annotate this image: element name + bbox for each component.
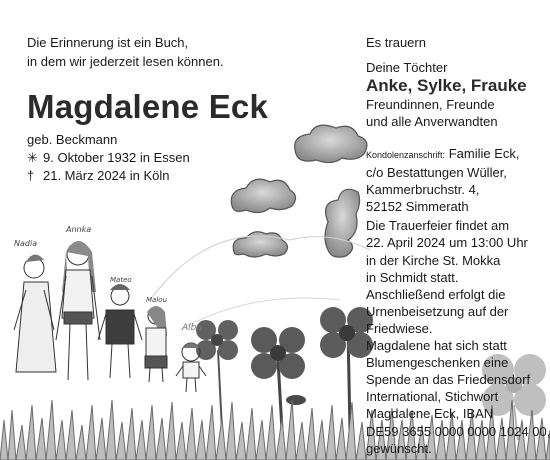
funeral-line: in der Kirche St. Mokka — [366, 252, 501, 268]
funeral-line: Blumengeschenken eine — [366, 355, 509, 371]
quote-line: in dem wir jederzeit lesen können. — [27, 53, 224, 69]
friends-line: Freundinnen, Freunde — [366, 97, 495, 112]
cloud-drawing — [325, 189, 360, 257]
birth-star-icon: ✳ — [27, 150, 38, 165]
life-dates — [27, 131, 190, 185]
condolence-label: Kondolenzanschrift: — [366, 150, 446, 160]
funeral-line: Spende an das Friedensdorf — [366, 372, 531, 388]
condolence-address-3: Kammerbruchstr. 4, — [366, 182, 480, 198]
birth-date: 9. Oktober 1932 in Essen — [43, 150, 190, 165]
funeral-info — [366, 145, 550, 457]
funeral-line: Magdalene hat sich statt — [366, 338, 507, 354]
condolence-address-2: c/o Bestattungen Wüller, — [366, 165, 507, 181]
funeral-line: Friedwiese. — [366, 320, 433, 336]
mourners-intro: Es trauern — [366, 35, 426, 50]
funeral-line: Anschließend erfolgt die — [366, 286, 506, 302]
condolence-line — [366, 145, 550, 164]
drawing-label: Mateo — [110, 276, 132, 284]
funeral-line: DE59 3655 0000 0000 1024 00, — [366, 423, 550, 439]
person-drawing-mateo — [98, 284, 142, 378]
daughters-names: Anke, Sylke, Frauke — [366, 76, 527, 95]
funeral-line: in Schmidt statt. — [366, 269, 459, 285]
mourners-block — [366, 34, 546, 130]
drawing-label: Annka — [66, 225, 92, 234]
memorial-quote — [27, 34, 224, 71]
maiden-name: geb. Beckmann — [27, 132, 118, 147]
funeral-line: International, Stichwort — [366, 389, 499, 405]
person-drawing-nadia — [14, 254, 56, 372]
quote-line: Die Erinnerung ist ein Buch, — [27, 35, 189, 50]
condolence-address-4: 52152 Simmerath — [366, 199, 469, 215]
deceased-name: Magdalene Eck — [27, 88, 269, 125]
birth-line — [27, 149, 190, 167]
funeral-line: Urnenbeisetzung auf der — [366, 303, 509, 319]
cloud-drawing — [295, 125, 367, 162]
person-drawing-malou — [145, 306, 167, 382]
death-line — [27, 167, 190, 185]
relatives-line: und alle Anverwandten — [366, 114, 498, 129]
flower-drawing — [251, 327, 306, 430]
drawing-label: Albo — [182, 323, 202, 333]
drawing-label: Malou — [146, 296, 167, 304]
funeral-line: gewünscht. — [366, 440, 432, 456]
funeral-line: Magdalene Eck, IBAN — [366, 406, 494, 422]
funeral-line: 22. April 2024 um 13:00 Uhr — [366, 235, 528, 251]
daughters-label: Deine Töchter — [366, 60, 448, 75]
cloud-drawing — [231, 179, 295, 212]
death-cross-icon: † — [27, 168, 35, 183]
drawing-label: Nadia — [14, 239, 38, 248]
funeral-line: Die Trauerfeier findet am — [366, 218, 510, 234]
person-drawing-annka — [56, 241, 100, 380]
death-date: 21. März 2024 in Köln — [43, 168, 170, 183]
condolence-address-1: Familie Eck, — [448, 146, 520, 161]
